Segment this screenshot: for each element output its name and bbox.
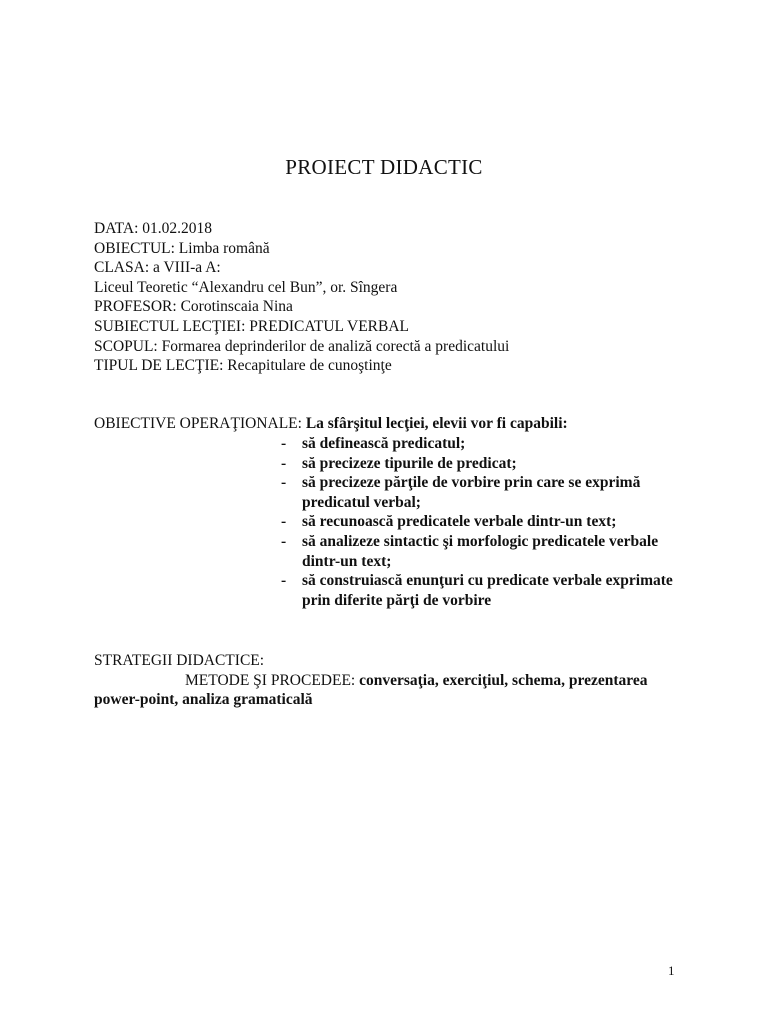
lesson-purpose: SCOPUL: Formarea deprinderilor de analiză corectă a predicatului xyxy=(94,337,510,355)
objective-text: să precizeze părţile de vorbire prin care se exprimă predicatul verbal; xyxy=(302,474,641,511)
list-bullet: - xyxy=(281,454,287,472)
objectives-label: OBIECTIVE OPERAŢIONALE: xyxy=(94,415,306,432)
lesson-details xyxy=(94,219,509,376)
methods-label: METODE ŞI PROCEDEE: xyxy=(185,671,360,689)
lesson-school: Liceul Teoretic “Alexandru cel Bun”, or. Sîngera xyxy=(94,278,398,296)
lesson-topic: SUBIECTUL LECŢIEI: PREDICATUL VERBAL xyxy=(94,317,410,335)
list-item xyxy=(0,473,674,512)
objective-text: să construiască enunţuri cu predicate verbale exprimate prin diferite părţi de vorbire xyxy=(302,572,673,609)
methods-paragraph xyxy=(94,671,654,710)
lesson-date: DATA: 01.02.2018 xyxy=(94,220,213,237)
list-item xyxy=(0,532,674,571)
page-number: 1 xyxy=(668,963,675,978)
list-bullet: - xyxy=(281,513,287,531)
list-bullet: - xyxy=(281,572,287,590)
objectives-list xyxy=(0,434,674,610)
strategies-section xyxy=(94,651,654,710)
lesson-type: TIPUL DE LECŢIE: Recapitulare de cunoştinţe xyxy=(94,357,392,375)
list-item xyxy=(0,434,674,454)
list-bullet: - xyxy=(281,474,287,492)
list-item xyxy=(0,454,674,474)
list-item xyxy=(0,512,674,532)
lesson-class: CLASA: a VIII-a A: xyxy=(94,259,221,277)
strategies-heading: STRATEGII DIDACTICE: xyxy=(94,652,265,669)
objectives-heading xyxy=(94,414,568,434)
methods-text: conversaţia, exerciţiul, schema, prezentarea power-point, analiza gramaticală xyxy=(94,671,648,709)
objectives-intro: La sfârşitul lecţiei, elevii vor fi capabili: xyxy=(305,415,568,432)
document-title: PROIECT DIDACTIC xyxy=(285,155,483,179)
objective-text: să recunoască predicatele verbale dintr-un text; xyxy=(302,513,617,531)
objective-text: să precizeze tipurile de predicat; xyxy=(302,454,517,472)
lesson-subject: OBIECTUL: Limba română xyxy=(94,239,270,257)
list-item xyxy=(0,571,674,610)
list-bullet: - xyxy=(281,435,287,452)
objective-text: să analizeze sintactic şi morfologic predicatele verbale dintr-un text; xyxy=(302,532,659,570)
list-bullet: - xyxy=(281,532,287,550)
lesson-teacher: PROFESOR: Corotinscaia Nina xyxy=(94,298,293,316)
objective-text: să definească predicatul; xyxy=(302,435,466,452)
